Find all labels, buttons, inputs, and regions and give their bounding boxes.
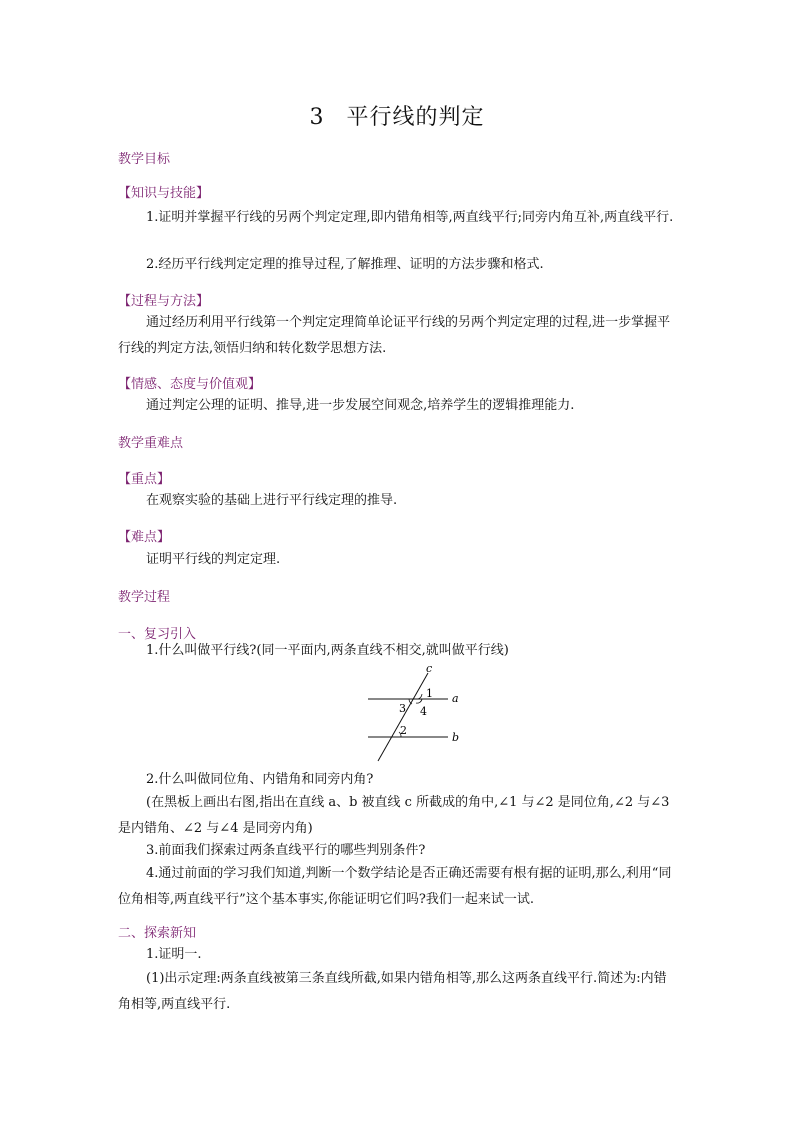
label-angle-2: 2	[400, 724, 407, 737]
title-text: 平行线的判定	[346, 105, 485, 130]
paragraph-r4: 4.通过前面的学习我们知道,判断一个数学结论是否正确还需要有根有据的证明,那么,利用“同位角相等,两直线平行”这个基本事实,你能证明它们吗?我们一起来试一试.	[118, 866, 672, 907]
paragraph-key1: 在观察实验的基础上进行平行线定理的推导.	[146, 493, 398, 508]
paragraph-k1: 1.证明并掌握平行线的另两个判定定理,即内错角相等,两直线平行;同旁内角互补,两直线平行.	[146, 210, 674, 225]
angle-arc-1	[418, 694, 422, 699]
heading-knowledge: 【知识与技能】	[118, 186, 210, 201]
heading-process: 【过程与方法】	[118, 294, 210, 309]
paragraph-e1: 1.证明一.	[146, 947, 202, 962]
label-b: b	[452, 731, 460, 744]
label-angle-3: 3	[399, 702, 406, 715]
label-angle-1: 1	[426, 687, 433, 700]
paragraph-r2a: (在黑板上画出右图,指出在直线 a、b 被直线 c 所截成的角中,∠1 与∠2 是同位角,∠2 与∠3 是内错角、∠2 与∠4 是同旁内角)	[118, 795, 670, 836]
heading-explore: 二、探索新知	[118, 926, 197, 941]
paragraph-r3: 3.前面我们探索过两条直线平行的哪些判别条件?	[146, 843, 426, 858]
label-a: a	[452, 692, 459, 705]
page-title	[0, 100, 794, 131]
paragraph-r1: 1.什么叫做平行线?(同一平面内,两条直线不相交,就叫做平行线)	[146, 643, 509, 658]
paragraph-p1: 通过经历利用平行线第一个判定定理简单论证平行线的另两个判定定理的过程,进一步掌握平行线的判定方法,领悟归纳和转化数学思想方法.	[118, 315, 671, 356]
heading-goals: 教学目标	[118, 152, 171, 167]
heading-attitude: 【情感、态度与价值观】	[118, 377, 262, 392]
label-angle-4: 4	[420, 705, 427, 718]
heading-review: 一、复习引入	[118, 627, 197, 642]
parallel-lines-diagram	[360, 665, 470, 765]
paragraph-r2: 2.什么叫做同位角、内错角和同旁内角?	[146, 772, 374, 787]
label-c: c	[426, 665, 433, 675]
heading-difficult: 【难点】	[118, 530, 171, 545]
heading-keypoints: 教学重难点	[118, 436, 184, 451]
paragraph-e1a: (1)出示定理:两条直线被第三条直线所截,如果内错角相等,那么这两条直线平行.简述为:内错角相等,两直线平行.	[118, 971, 667, 1012]
paragraph-diff1: 证明平行线的判定定理.	[146, 552, 281, 567]
paragraph-a1: 通过判定公理的证明、推导,进一步发展空间观念,培养学生的逻辑推理能力.	[146, 398, 575, 413]
angle-arc-4	[416, 699, 422, 703]
paragraph-k2: 2.经历平行线判定定理的推导过程,了解推理、证明的方法步骤和格式.	[146, 257, 544, 272]
heading-key: 【重点】	[118, 472, 171, 487]
heading-procedure: 教学过程	[118, 590, 171, 605]
title-number: 3	[309, 105, 325, 130]
